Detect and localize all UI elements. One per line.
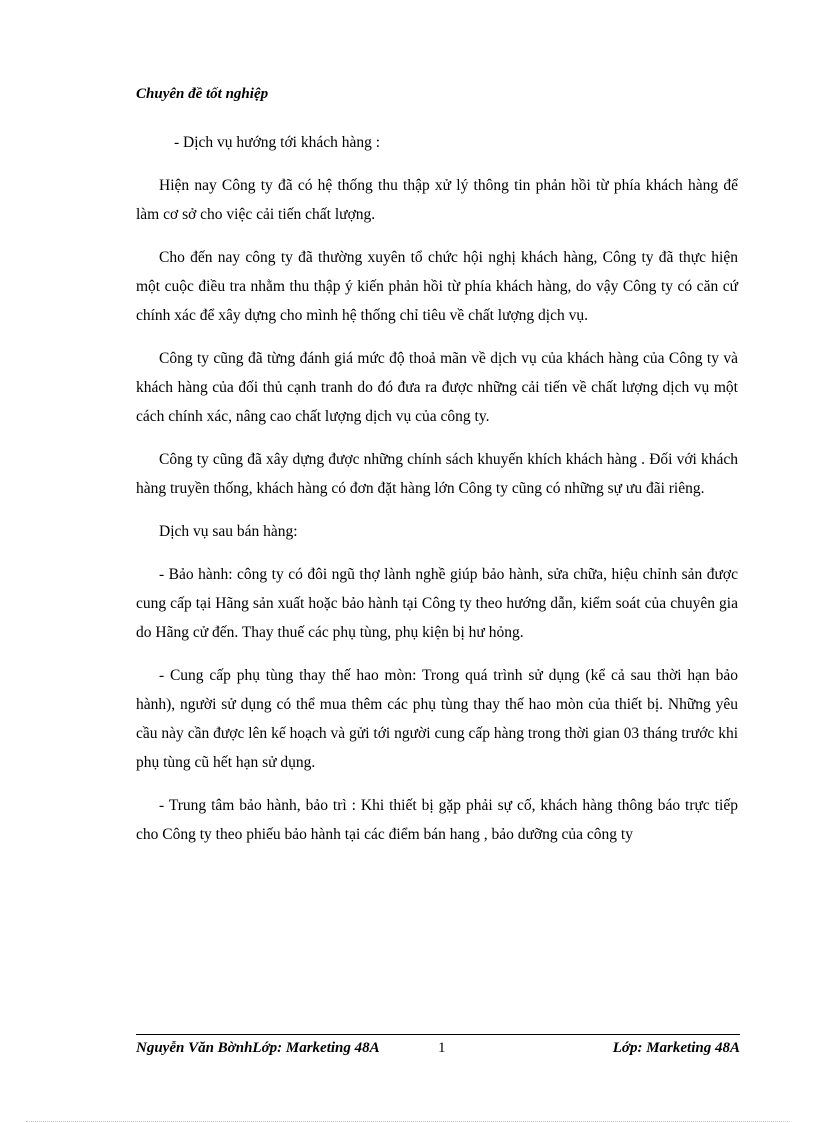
footer-class: Lớp: Marketing 48A	[612, 1040, 740, 1056]
paragraph-5: Công ty cũng đã xây dựng được những chính sách khuyến khích khách hàng . Đối với khách hàng truyền thống, khách hàng có đơn đặt hàng lớn Công ty cũng có những sự ưu đãi riêng.	[136, 451, 738, 497]
paragraph-2: Hiện nay Công ty đã có hệ thống thu thập xử lý thông tin phản hồi từ phía khách hàng để làm cơ sở cho việc cải tiến chất lượng.	[136, 177, 738, 223]
page-footer	[136, 1040, 740, 1062]
page-header-title: Chuyên đề tốt nghiệp	[136, 86, 269, 102]
paragraph-1: - Dịch vụ hướng tới khách hàng :	[174, 134, 381, 151]
page-bottom-dotted-divider	[26, 1121, 790, 1122]
footer-author-class: Nguyễn Văn BờnhLớp: Marketing 48A	[136, 1040, 380, 1056]
body-text	[136, 128, 738, 863]
paragraph-4: Công ty cũng đã từng đánh giá mức độ thoả mãn về dịch vụ của khách hàng của Công ty và khách hàng của đối thủ cạnh tranh do đó đưa ra được những cải tiến về chất lượng dịch vụ một cách chính xác, nâng cao chất lượng dịch vụ của công ty.	[136, 350, 738, 425]
paragraph-7: - Bảo hành: công ty có đôi ngũ thợ lành nghề giúp bảo hành, sửa chữa, hiệu chỉnh sản được cung cấp tại Hãng sản xuất hoặc bảo hành tại Công ty theo hướng dẫn, kiểm soát của chuyên gia do Hãng cử đến. Thay thuế các phụ tùng, phụ kiện bị hư hỏng.	[136, 566, 738, 641]
paragraph-3: Cho đến nay công ty đã thường xuyên tổ chức hội nghị khách hàng, Công ty đã thực hiện một cuộc điều tra nhằm thu thập ý kiến phản hồi từ phía khách hàng, do vậy Công ty có căn cứ chính xác để xây dựng cho mình hệ thống chỉ tiêu về chất lượng dịch vụ.	[136, 249, 738, 324]
footer-divider	[136, 1034, 740, 1035]
paragraph-9: - Trung tâm bảo hành, bảo trì : Khi thiết bị gặp phải sự cố, khách hàng thông báo trực tiếp cho Công ty theo phiếu bảo hành tại các điểm bán hang , bảo dưỡng của công ty	[136, 797, 738, 843]
page-number: 1	[438, 1040, 446, 1056]
paragraph-8: - Cung cấp phụ tùng thay thế hao mòn: Trong quá trình sử dụng (kể cả sau thời hạn bảo hành), người sử dụng có thể mua thêm các phụ tùng thay thế hao mòn của thiết bị. Những yêu cầu này cần được lên kế hoạch và gửi tới người cung cấp hàng trong thời gian 03 tháng trước khi phụ tùng cũ hết hạn sử dụng.	[136, 667, 738, 771]
paragraph-6: Dịch vụ sau bán hàng:	[159, 523, 298, 540]
